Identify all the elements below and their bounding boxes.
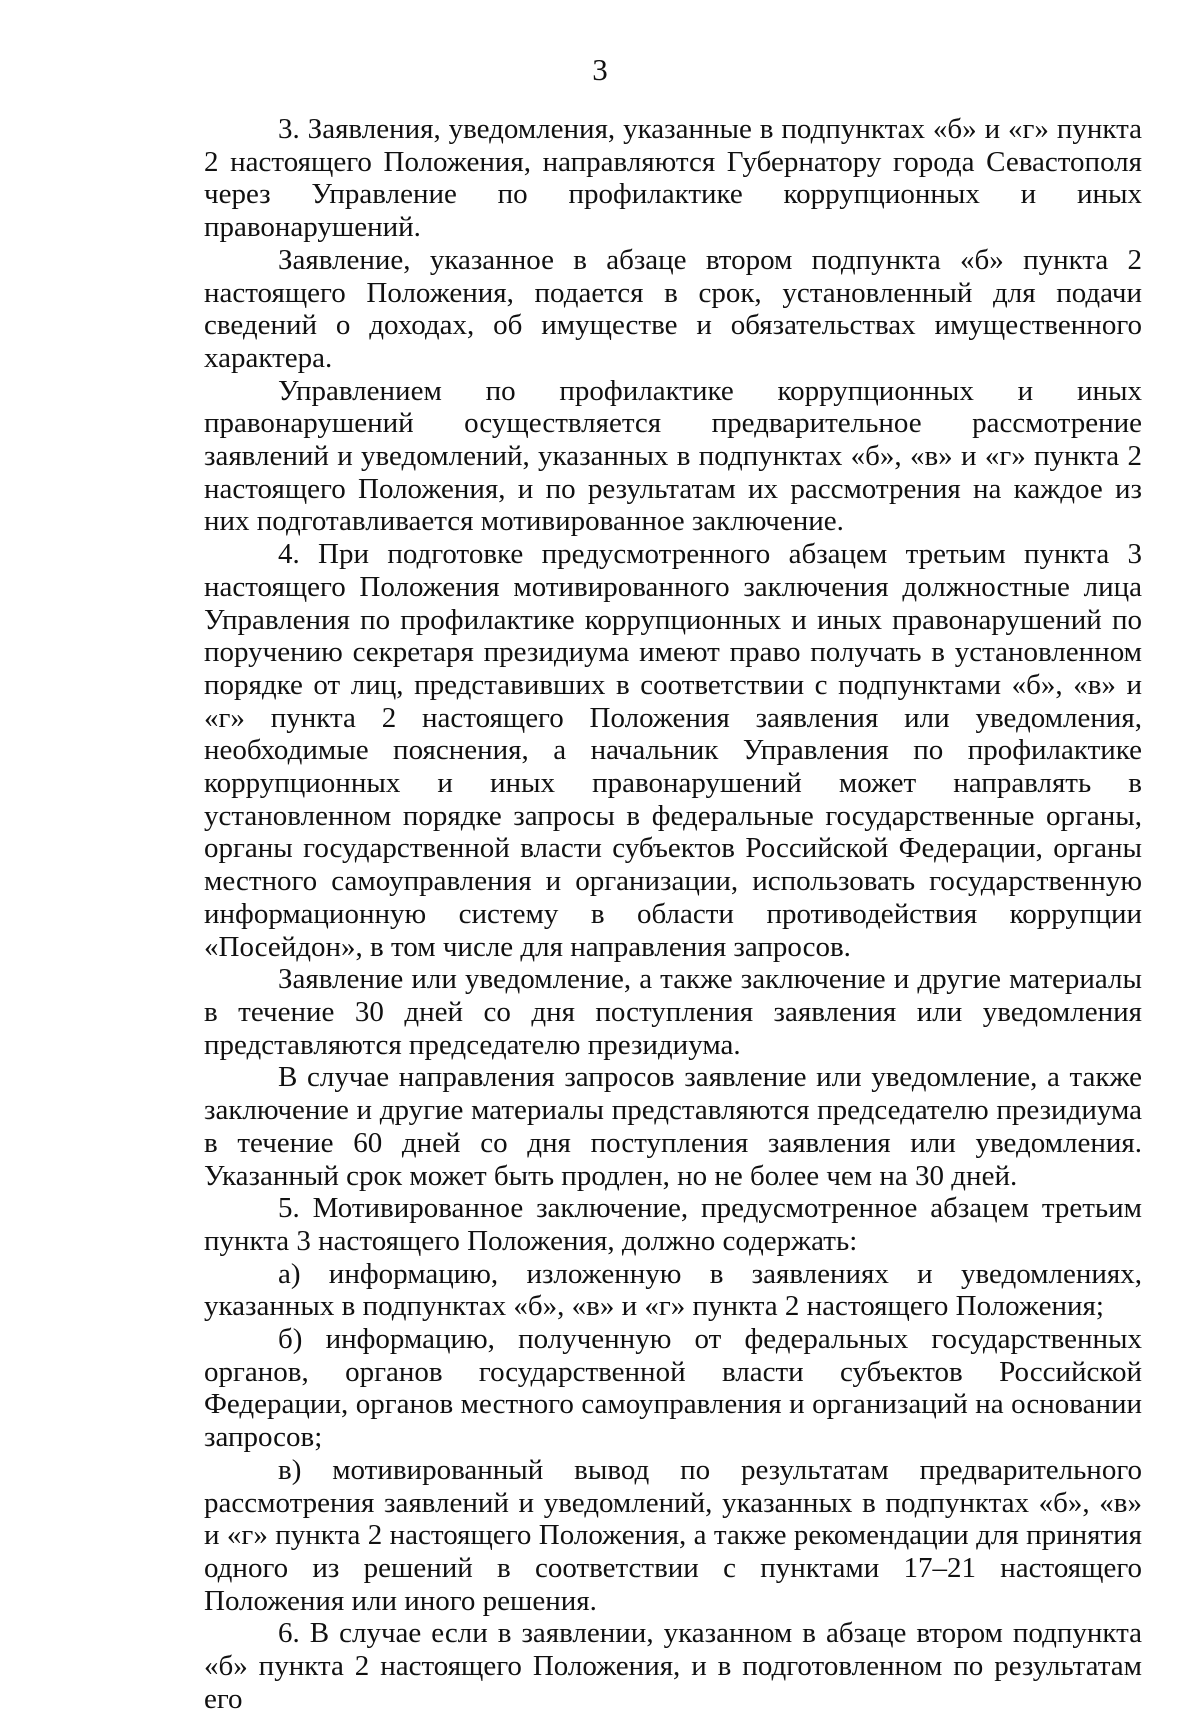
list-item-v: в) мотивированный вывод по результатам предварительного рассмотрения заявлений и уведомлений, указанных в подпунктах «б», «в» и «г» пункта 2 настоящего Положения, а также рекомендации для принятия одного из решений в соответствии с пунктами 17–21 настоящего Положения или иного решения.: [204, 1453, 1142, 1617]
list-item-b: б) информацию, полученную от федеральных государственных органов, органов государственной власти субъектов Российской Федерации, органов местного самоуправления и организаций на основании запросов;: [204, 1323, 1142, 1454]
paragraph-3-submission: 3. Заявления, уведомления, указанные в подпунктах «б» и «г» пункта 2 настоящего Положения, направляются Губернатору города Севастополя через Управление по профилактике коррупционных и иных правонарушений.: [204, 113, 1142, 244]
paragraph-3-deadline: Заявление, указанное в абзаце втором подпункта «б» пункта 2 настоящего Положения, подается в срок, установленный для подачи сведений о доходах, об имуществе и обязательствах имущественного характера.: [204, 243, 1142, 374]
paragraph-4-officials-rights: 4. При подготовке предусмотренного абзацем третьим пункта 3 настоящего Положения мотивированного заключения должностные лица Управления по профилактике коррупционных и иных правонарушений по поручению секретаря президиума имеют право получать в установленном порядке от лиц, представивших в соответствии с подпунктами «б», «в» и «г» пункта 2 настоящего Положения заявления или уведомления, необходимые пояснения, а начальник Управления по профилактике коррупционных и иных правонарушений может направлять в установленном порядке запросы в федеральные государственные органы, органы государственной власти субъектов Российской Федерации, органы местного самоуправления и организации, использовать государственную информационную систему в области противодействия коррупции «Посейдон», в том числе для направления запросов.: [204, 538, 1142, 963]
page-number: 3: [592, 52, 608, 87]
paragraph-4-30-days: Заявление или уведомление, а также заключение и другие материалы в течение 30 дней со дня поступления заявления или уведомления представляются председателю президиума.: [204, 963, 1142, 1061]
list-item-a: а) информацию, изложенную в заявлениях и уведомлениях, указанных в подпунктах «б», «в» и «г» пункта 2 настоящего Положения;: [204, 1257, 1142, 1323]
paragraph-6-start: 6. В случае если в заявлении, указанном в абзаце втором подпункта «б» пункта 2 настоящего Положения, и в подготовленном по результатам его: [204, 1617, 1142, 1715]
paragraph-3-preliminary-review: Управлением по профилактике коррупционных и иных правонарушений осуществляется предварительное рассмотрение заявлений и уведомлений, указанных в подпунктах «б», «в» и «г» пункта 2 настоящего Положения, и по результатам их рассмотрения на каждое из них подготавливается мотивированное заключение.: [204, 374, 1142, 538]
paragraph-4-60-days: В случае направления запросов заявление или уведомление, а также заключение и другие материалы представляются председателю президиума в течение 60 дней со дня поступления заявления или уведомления. Указанный срок может быть продлен, но не более чем на 30 дней.: [204, 1061, 1142, 1192]
paragraph-5-conclusion-content: 5. Мотивированное заключение, предусмотренное абзацем третьим пункта 3 настоящего Положения, должно содержать:: [204, 1192, 1142, 1257]
document-body: [204, 113, 1142, 1715]
